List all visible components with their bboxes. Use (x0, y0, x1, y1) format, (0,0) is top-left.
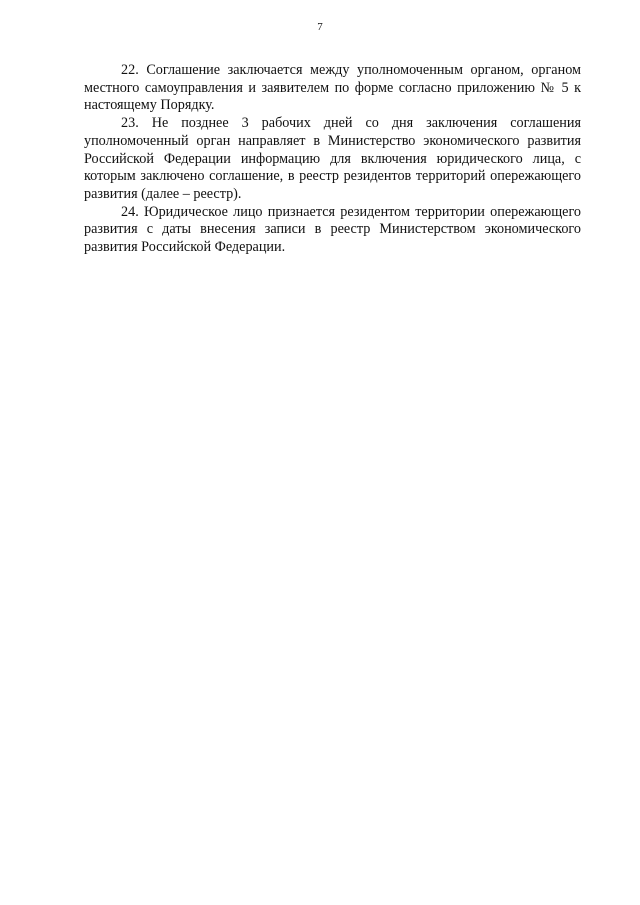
paragraph-number: 24. (121, 203, 139, 220)
paragraph-text: Не позднее 3 рабочих дней со дня заключения соглашения уполномоченный орган направляет в Министерство экономического развития Российской Федерации информацию для включения юридического лица, с которым заключено соглашение, в реестр резидентов территорий опережающего развития (далее – реестр). (84, 115, 581, 202)
document-body (84, 62, 581, 257)
paragraph-text: Соглашение заключается между уполномоченным органом, органом местного самоуправления и заявителем по форме согласно приложению № 5 к настоящему Порядку. (84, 62, 581, 114)
paragraph-number: 22. (121, 62, 139, 78)
paragraph-text: Юридическое лицо признается резидентом территории опережающего развития с даты внесения записи в реестр Министерством экономического развития Российской Федерации. (84, 203, 581, 256)
paragraph-23 (84, 115, 581, 204)
page-number: 7 (317, 21, 323, 33)
paragraph-number: 23. (121, 115, 139, 132)
paragraph-24 (84, 204, 581, 257)
paragraph-22 (84, 62, 581, 115)
